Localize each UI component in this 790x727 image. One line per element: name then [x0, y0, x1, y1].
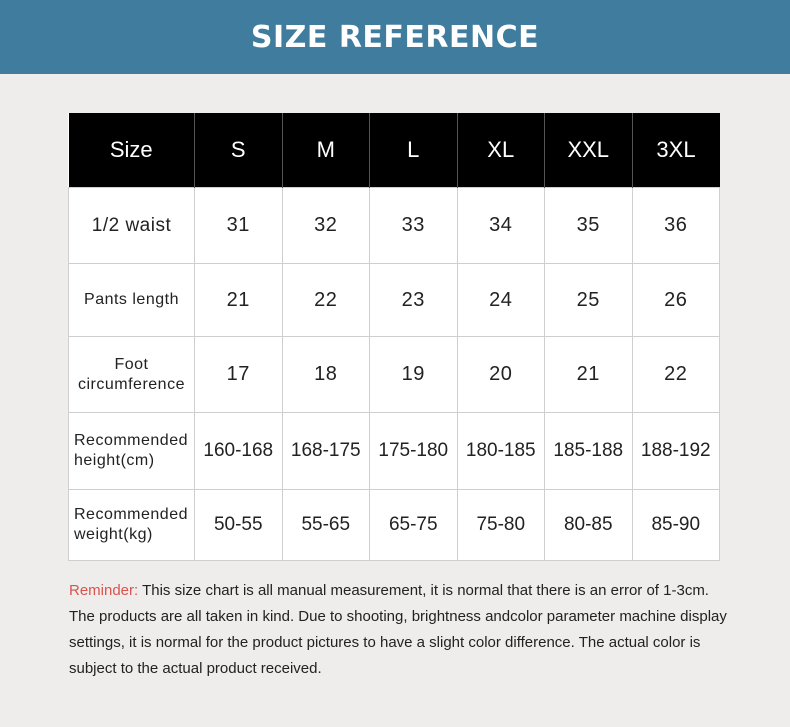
- row-label-waist: 1/2 waist: [69, 188, 195, 264]
- table-cell: 85-90: [632, 490, 720, 561]
- table-row-pants-length: [69, 264, 720, 337]
- header-cell-xl: XL: [457, 113, 545, 188]
- table-cell: 34: [457, 188, 545, 264]
- header-cell-m: M: [282, 113, 370, 188]
- table-cell: 160-168: [195, 413, 283, 490]
- reminder-note: [69, 578, 729, 682]
- table-row-recommended-weight: [69, 490, 720, 561]
- table-cell: 21: [545, 337, 633, 413]
- table-header-row: [69, 113, 720, 188]
- table-row-foot-circumference: [69, 337, 720, 413]
- row-label-recommended-weight: Recommended weight(kg): [69, 490, 195, 561]
- table-row-waist: [69, 188, 720, 264]
- table-cell: 35: [545, 188, 633, 264]
- reminder-text: This size chart is all manual measurement, it is normal that there is an error of 1-3cm. The products are all taken in kind. Due to shooting, brightness andcolor parameter machine display settings, it is normal for the product pictures to have a slight color difference. The actual color is subject to the actual product received.: [69, 582, 727, 677]
- table-cell: 185-188: [545, 413, 633, 490]
- size-chart-table: [68, 113, 720, 561]
- table-cell: 21: [195, 264, 283, 337]
- table-cell: 23: [370, 264, 458, 337]
- table-cell: 18: [282, 337, 370, 413]
- table-cell: 50-55: [195, 490, 283, 561]
- page-title: SIZE REFERENCE: [250, 19, 540, 55]
- table-cell: 17: [195, 337, 283, 413]
- header-cell-3xl: 3XL: [632, 113, 720, 188]
- table-cell: 24: [457, 264, 545, 337]
- header-cell-s: S: [195, 113, 283, 188]
- table-cell: 36: [632, 188, 720, 264]
- row-label-recommended-height: Recommended height(cm): [69, 413, 195, 490]
- table-cell: 75-80: [457, 490, 545, 561]
- table-cell: 22: [282, 264, 370, 337]
- reminder-label: Reminder:: [69, 582, 139, 599]
- header-cell-size: Size: [69, 113, 195, 188]
- table-cell: 25: [545, 264, 633, 337]
- table-cell: 188-192: [632, 413, 720, 490]
- table-cell: 180-185: [457, 413, 545, 490]
- table-cell: 55-65: [282, 490, 370, 561]
- row-label-foot-circumference: Foot circumference: [69, 337, 195, 413]
- table-cell: 65-75: [370, 490, 458, 561]
- table-cell: 80-85: [545, 490, 633, 561]
- header-cell-l: L: [370, 113, 458, 188]
- table-cell: 26: [632, 264, 720, 337]
- table-cell: 20: [457, 337, 545, 413]
- row-label-pants-length: Pants length: [69, 264, 195, 337]
- table-cell: 168-175: [282, 413, 370, 490]
- table-cell: 22: [632, 337, 720, 413]
- table-row-recommended-height: [69, 413, 720, 490]
- header-cell-xxl: XXL: [545, 113, 633, 188]
- table-cell: 33: [370, 188, 458, 264]
- table-cell: 175-180: [370, 413, 458, 490]
- table-cell: 19: [370, 337, 458, 413]
- table-cell: 32: [282, 188, 370, 264]
- header-banner: [0, 0, 790, 74]
- table-cell: 31: [195, 188, 283, 264]
